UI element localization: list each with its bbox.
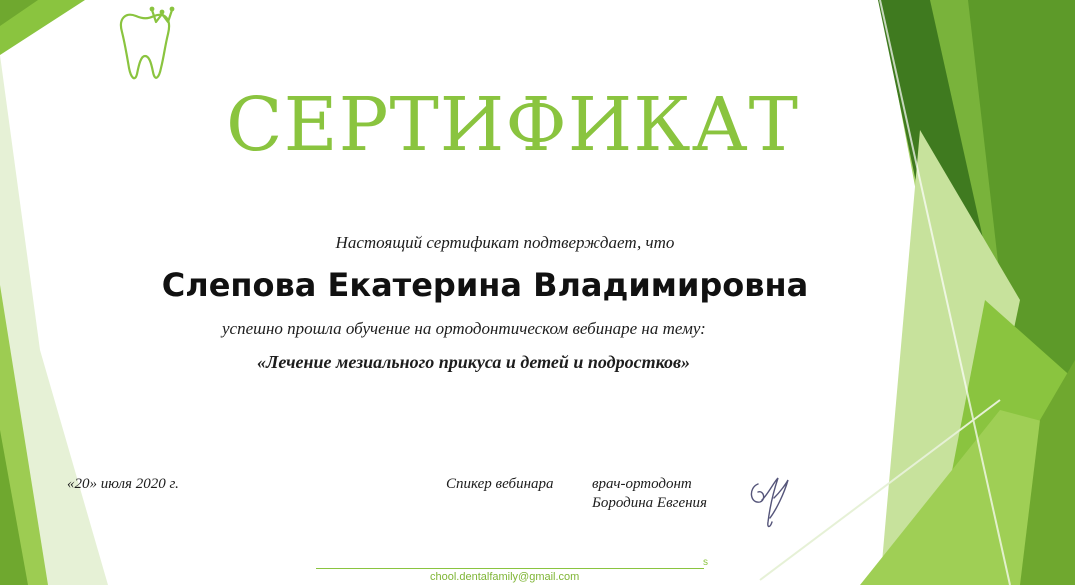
certificate-title: СЕРТИФИКАТ [226,82,799,168]
completion-text: успешно прошла обучение на ортодонтическом вебинаре на тему: [222,319,706,338]
speaker-label: Спикер вебинара [446,476,554,492]
email-underline [316,568,704,569]
email-line-tail: s [703,557,708,568]
speaker-name: Бородина Евгения [592,495,708,511]
webinar-topic: «Лечение мезиального прикуса и детей и подростков» [257,352,691,372]
tooth-crown-icon [112,4,192,88]
speaker-title: врач-ортодонт [592,476,692,492]
issue-date: «20» июля 2020 г. [67,476,179,492]
intro-text: Настоящий сертификат подтверждает, что [335,233,675,252]
handwritten-signature [744,470,798,532]
contact-email[interactable]: chool.dentalfamily@gmail.com [430,571,580,583]
recipient-name: Слепова Екатерина Владимировна [161,266,809,304]
